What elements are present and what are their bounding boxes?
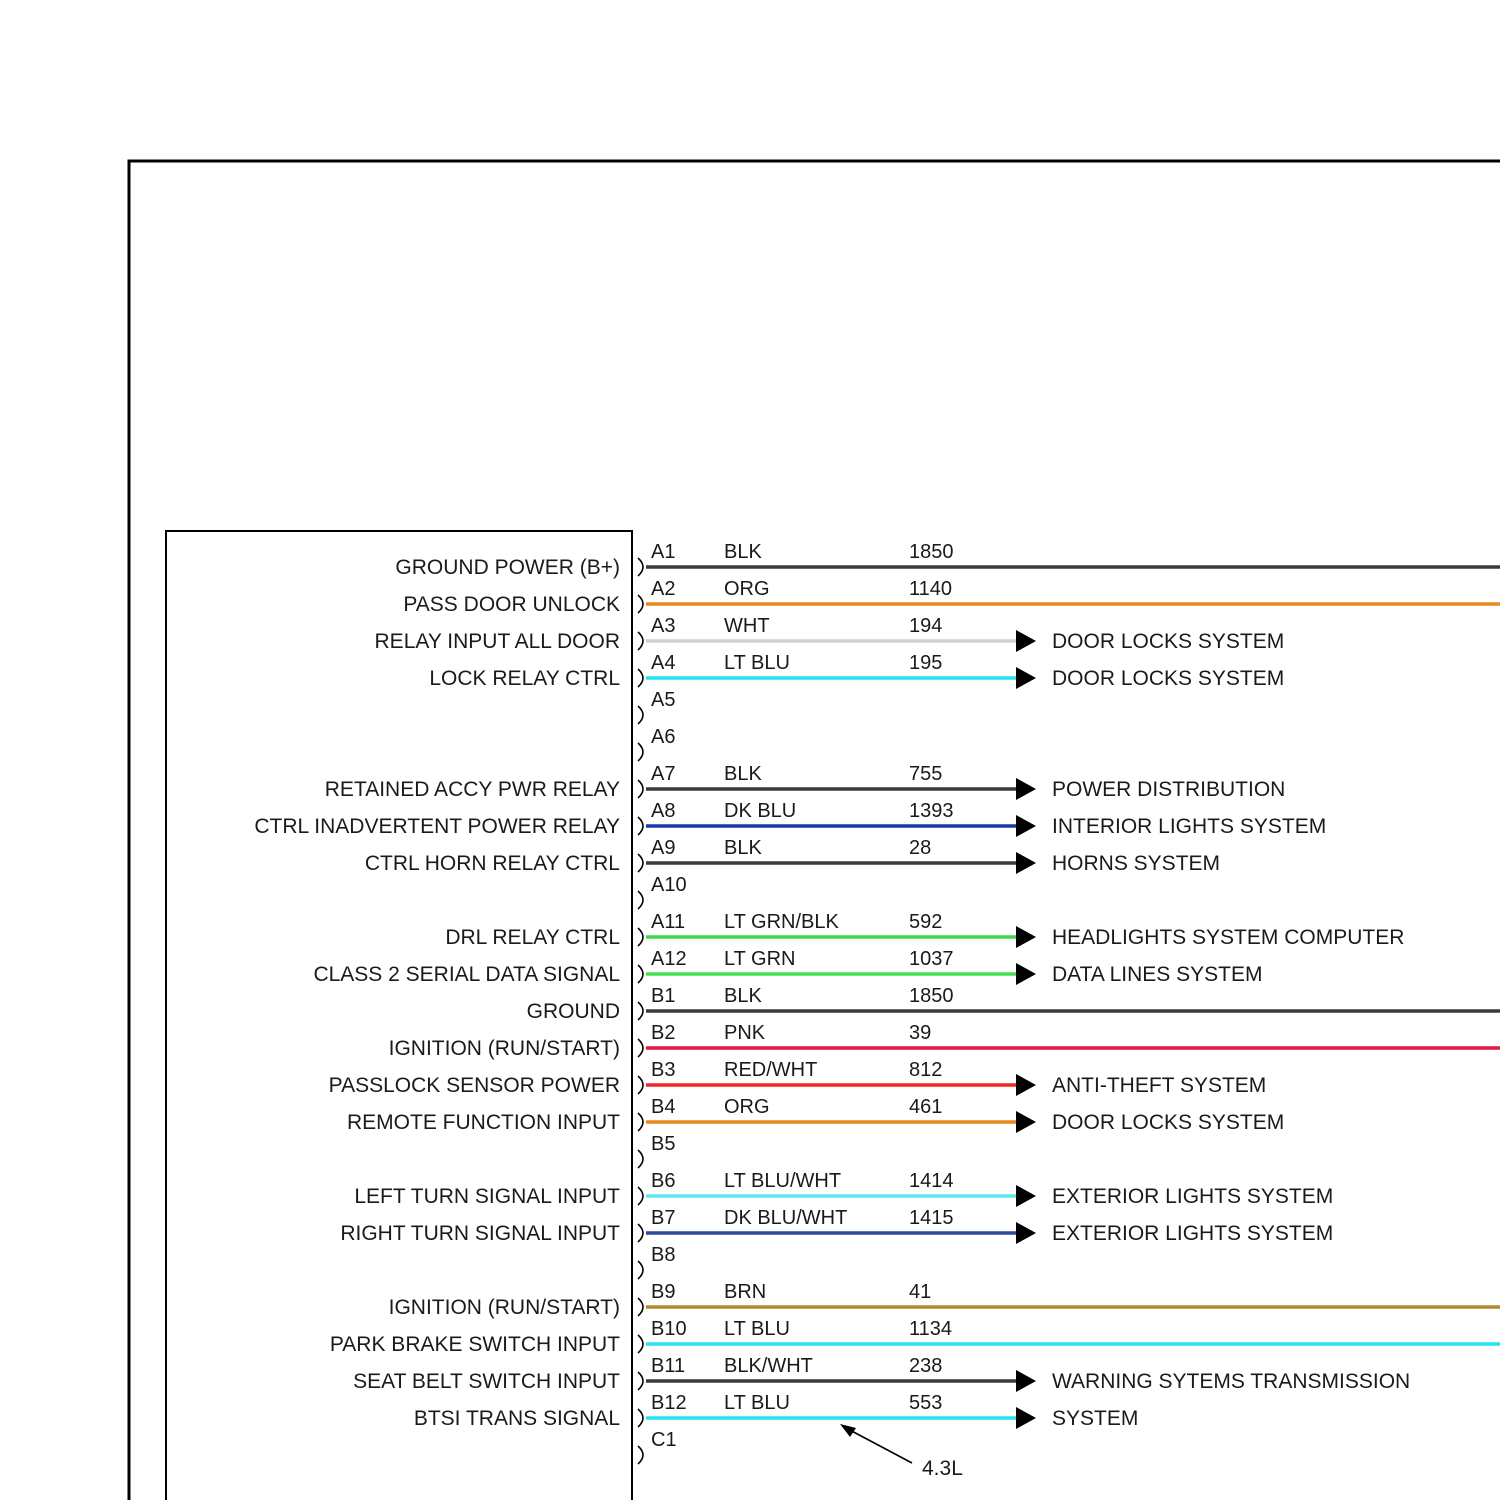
pin-label: B12 [651,1392,687,1414]
terminal-bracket [638,1409,643,1427]
pin-label: B2 [651,1022,676,1044]
pin-label: A8 [651,800,676,822]
terminal-bracket [638,669,643,687]
pin-function-label: IGNITION (RUN/START) [388,1296,620,1319]
pin-function-label: PASSLOCK SENSOR POWER [328,1074,620,1097]
destination-label: WARNING SYTEMS TRANSMISSION [1052,1370,1411,1393]
terminal-bracket [638,1298,643,1316]
pin-label: B4 [651,1096,676,1118]
pin-label: B3 [651,1059,676,1081]
pin-function-label: PARK BRAKE SWITCH INPUT [329,1333,620,1356]
destination-label: INTERIOR LIGHTS SYSTEM [1052,815,1327,838]
wire-arrow [1016,778,1036,800]
wire-arrow [1016,667,1036,689]
callout-leader [846,1428,912,1463]
wire-color-label: ORG [724,578,770,600]
destination-label: ANTI-THEFT SYSTEM [1052,1074,1267,1097]
terminal-bracket [638,780,643,798]
pin-function-label: GROUND [526,1000,620,1023]
wire-color-label: DK BLU [724,800,797,822]
circuit-number: 1414 [909,1170,954,1192]
pin-function-label: DRL RELAY CTRL [445,926,620,949]
wire-arrow [1016,815,1036,837]
circuit-number: 1415 [909,1207,954,1229]
wire-color-label: BLK/WHT [724,1355,813,1377]
wire-color-label: PNK [724,1022,766,1044]
pin-function-label: LOCK RELAY CTRL [429,667,620,690]
circuit-number: 592 [909,911,943,933]
circuit-number: 28 [909,837,932,859]
pin-label: B5 [651,1133,676,1155]
pin-label: A2 [651,578,676,600]
destination-label: DOOR LOCKS SYSTEM [1052,1111,1285,1134]
circuit-number: 1134 [909,1318,953,1340]
callout-label: 4.3L [922,1457,963,1480]
wire-color-label: BLK [724,541,762,563]
wire-color-label: RED/WHT [724,1059,818,1081]
terminal-bracket [638,1187,643,1205]
circuit-number: 461 [909,1096,943,1118]
wire-color-label: ORG [724,1096,770,1118]
wire-color-label: LT BLU [724,1392,790,1414]
wire-arrow [1016,630,1036,652]
pin-label: C1 [651,1429,677,1451]
pin-function-label: RIGHT TURN SIGNAL INPUT [340,1222,620,1245]
circuit-number: 812 [909,1059,943,1081]
destination-label: DATA LINES SYSTEM [1052,963,1263,986]
terminal-bracket [638,928,643,946]
destination-label: EXTERIOR LIGHTS SYSTEM [1052,1185,1334,1208]
pin-label: A3 [651,615,676,637]
wire-arrow [1016,1370,1036,1392]
callout-arrowhead [840,1424,856,1437]
terminal-bracket [638,817,643,835]
circuit-number: 1140 [909,578,953,600]
terminal-bracket [638,706,643,724]
pin-function-label: CLASS 2 SERIAL DATA SIGNAL [313,963,620,986]
pin-label: B1 [651,985,676,1007]
terminal-bracket [638,1113,643,1131]
pin-label: A1 [651,541,676,563]
pin-function-label: IGNITION (RUN/START) [388,1037,620,1060]
terminal-bracket [638,632,643,650]
pin-label: B11 [651,1355,686,1377]
pin-function-label: SEAT BELT SWITCH INPUT [353,1370,620,1393]
connector-rows [254,541,1500,1464]
wire-arrow [1016,1111,1036,1133]
destination-label: HORNS SYSTEM [1052,852,1221,875]
pin-label: A12 [651,948,687,970]
pin-function-label: CTRL INADVERTENT POWER RELAY [254,815,620,838]
circuit-number: 39 [909,1022,932,1044]
wire-arrow [1016,1185,1036,1207]
wire-color-label: LT GRN/BLK [724,911,839,933]
circuit-number: 41 [909,1281,932,1303]
wire-color-label: LT GRN [724,948,796,970]
terminal-bracket [638,743,643,761]
wire-color-label: LT BLU [724,1318,790,1340]
circuit-number: 238 [909,1355,943,1377]
terminal-bracket [638,558,643,576]
pin-function-label: RELAY INPUT ALL DOOR [374,630,620,653]
pin-label: B7 [651,1207,676,1229]
circuit-number: 1850 [909,541,954,563]
destination-label: SYSTEM [1052,1407,1139,1430]
destination-label: EXTERIOR LIGHTS SYSTEM [1052,1222,1334,1245]
circuit-number: 755 [909,763,943,785]
wire-arrow [1016,1222,1036,1244]
pin-label: A9 [651,837,676,859]
circuit-number: 1850 [909,985,954,1007]
pin-label: A5 [651,689,676,711]
wire-arrow [1016,926,1036,948]
pin-label: A6 [651,726,676,748]
wire-color-label: LT BLU [724,652,790,674]
circuit-number: 1393 [909,800,954,822]
terminal-bracket [638,891,643,909]
engine-callout [840,1424,963,1480]
wire-color-label: BLK [724,837,762,859]
terminal-bracket [638,854,643,872]
terminal-bracket [638,1150,643,1168]
destination-label: DOOR LOCKS SYSTEM [1052,630,1285,653]
terminal-bracket [638,1002,643,1020]
pin-function-label: BTSI TRANS SIGNAL [413,1407,620,1430]
pin-function-label: LEFT TURN SIGNAL INPUT [354,1185,620,1208]
pin-function-label: PASS DOOR UNLOCK [403,593,620,616]
pin-label: A11 [651,911,686,933]
wire-arrow [1016,852,1036,874]
terminal-bracket [638,1039,643,1057]
pin-label: A10 [651,874,687,896]
wire-arrow [1016,1074,1036,1096]
wire-color-label: BRN [724,1281,767,1303]
pin-label: B10 [651,1318,687,1340]
wire-arrow [1016,963,1036,985]
pin-function-label: GROUND POWER (B+) [395,556,620,579]
pin-label: A7 [651,763,676,785]
destination-label: POWER DISTRIBUTION [1052,778,1286,801]
pin-label: B8 [651,1244,676,1266]
wire-color-label: BLK [724,985,762,1007]
circuit-number: 553 [909,1392,943,1414]
circuit-number: 195 [909,652,943,674]
terminal-bracket [638,595,643,613]
terminal-bracket [638,1261,643,1279]
wire-color-label: WHT [724,615,770,637]
wire-color-label: BLK [724,763,762,785]
pin-function-label: RETAINED ACCY PWR RELAY [324,778,620,801]
terminal-bracket [638,1076,643,1094]
destination-label: DOOR LOCKS SYSTEM [1052,667,1285,690]
terminal-bracket [638,1372,643,1390]
pin-function-label: CTRL HORN RELAY CTRL [364,852,620,875]
terminal-bracket [638,1335,643,1353]
circuit-number: 194 [909,615,943,637]
wire-color-label: LT BLU/WHT [724,1170,842,1192]
terminal-bracket [638,1446,643,1464]
pin-label: A4 [651,652,676,674]
wire-color-label: DK BLU/WHT [724,1207,848,1229]
pin-label: B9 [651,1281,676,1303]
circuit-number: 1037 [909,948,954,970]
pin-function-label: REMOTE FUNCTION INPUT [347,1111,620,1134]
pin-label: B6 [651,1170,676,1192]
wire-arrow [1016,1407,1036,1429]
terminal-bracket [638,1224,643,1242]
terminal-bracket [638,965,643,983]
destination-label: HEADLIGHTS SYSTEM COMPUTER [1052,926,1405,949]
